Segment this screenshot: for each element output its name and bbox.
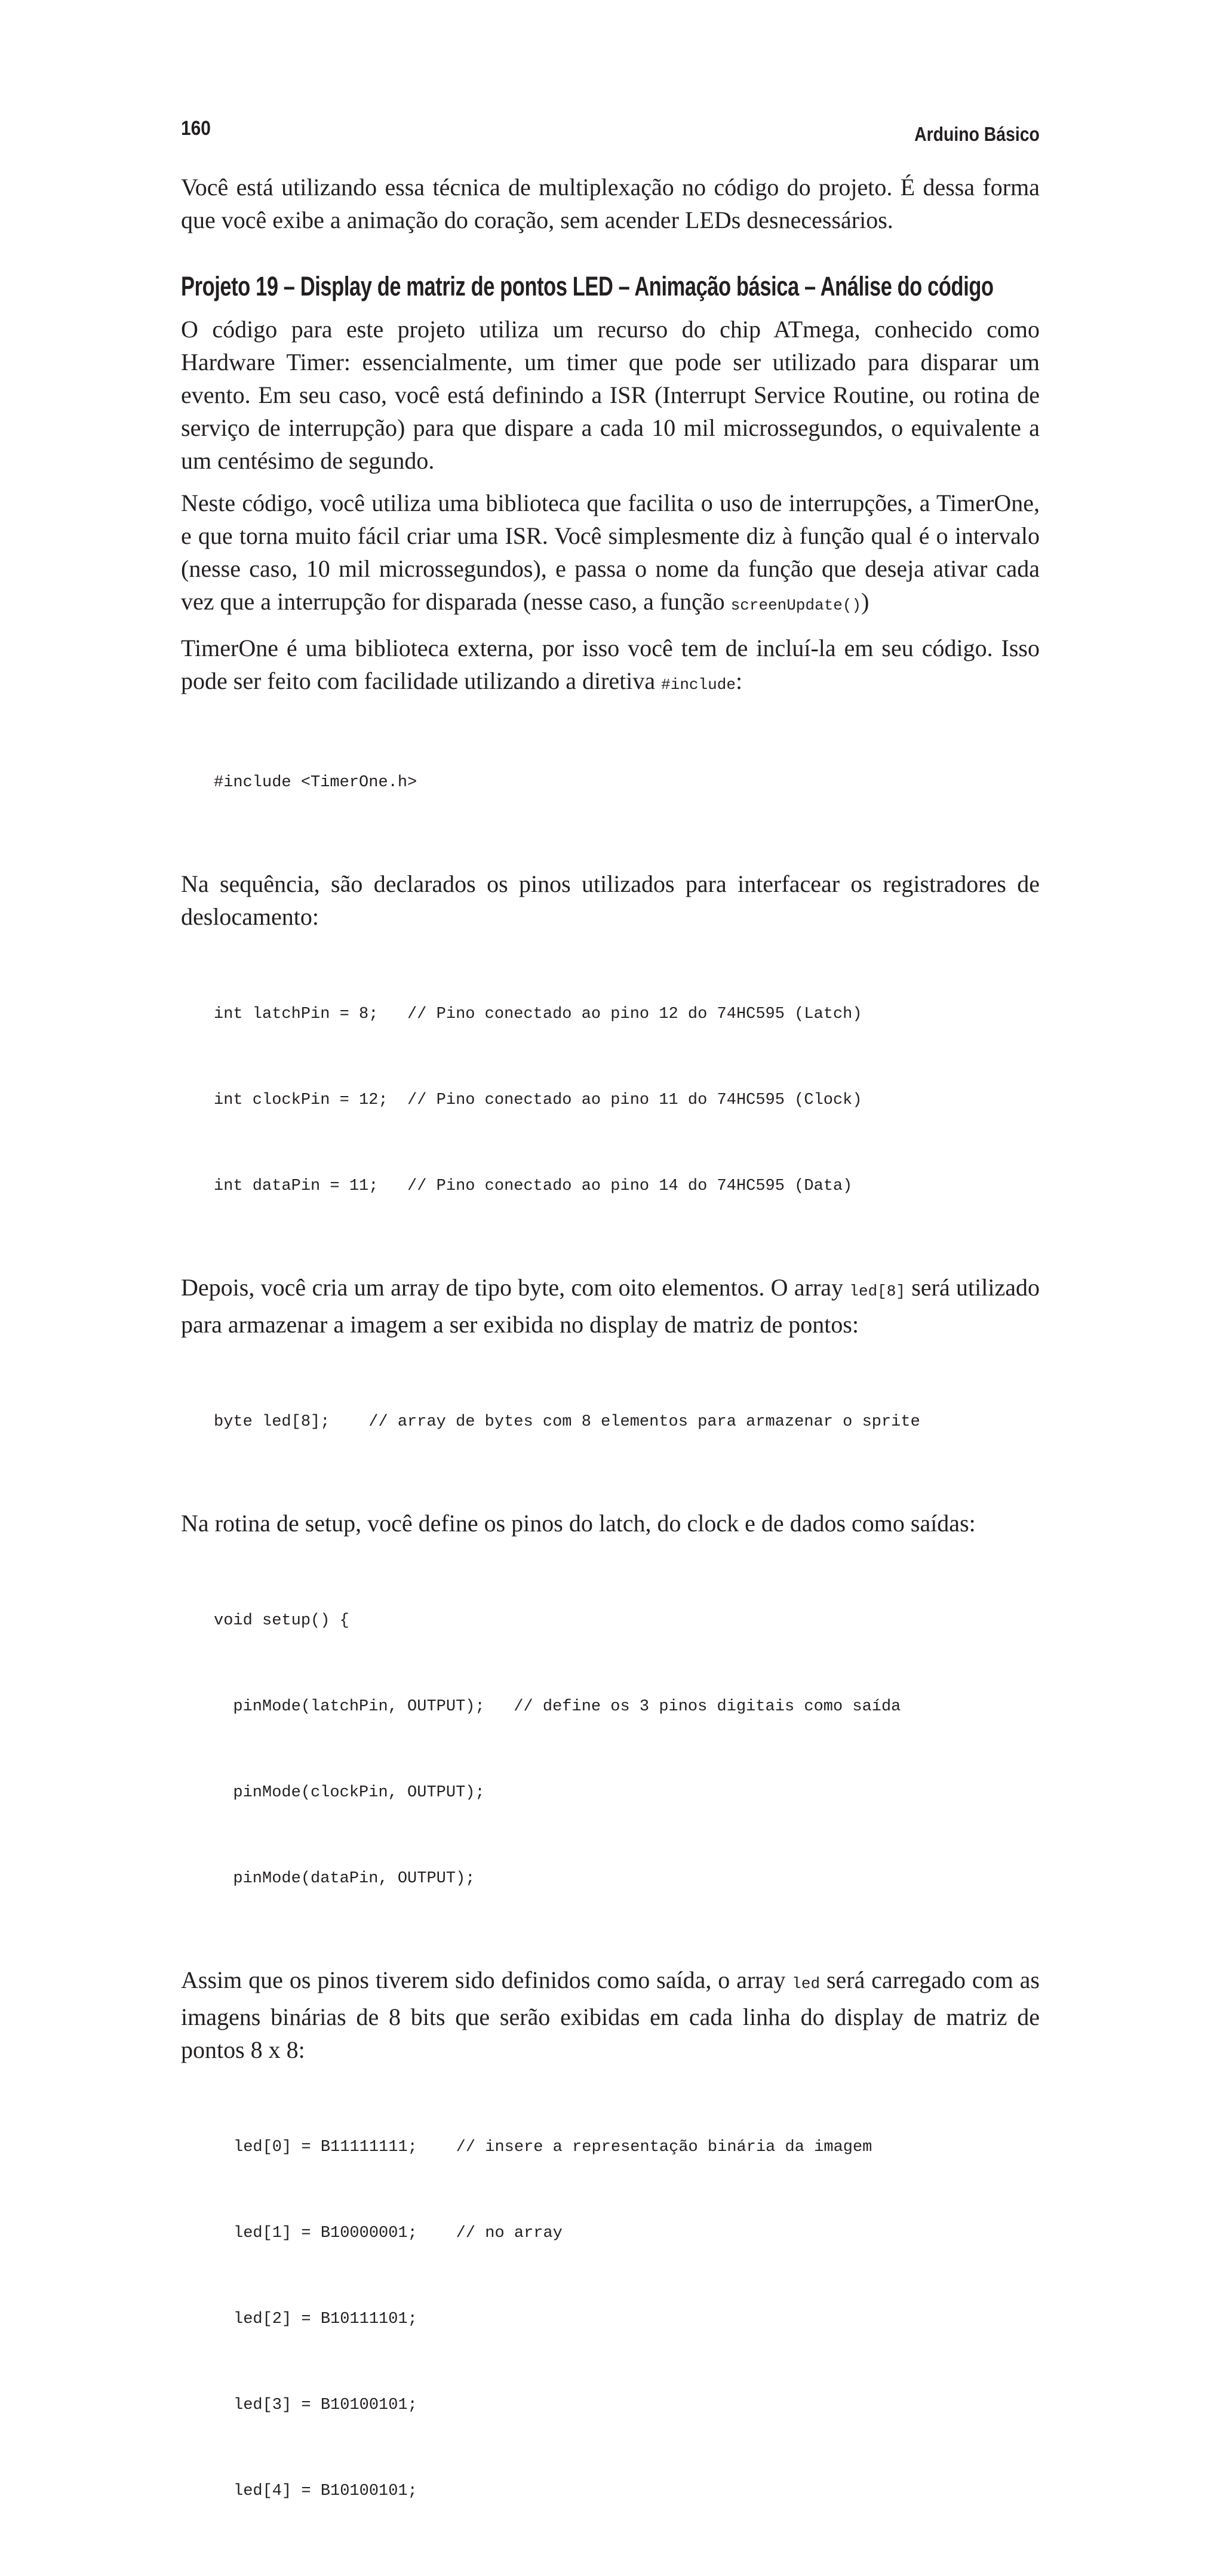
code-block-include bbox=[181, 711, 1040, 854]
inline-code: led bbox=[792, 1975, 821, 1993]
paragraph-text: Neste código, você utiliza uma biblioteca que facilita o uso de interrupções, a TimerOne, e que torna muito fácil criar uma ISR. Você simplesmente diz à função qual é o intervalo (nesse caso, 10 mil microssegundos), e passa o nome da função que deseja ativar cada vez que a interrupção for disparada (nesse caso, a função bbox=[181, 490, 1040, 615]
paragraph-text: será utilizado para armazenar a imagem a ser exibida no display de matriz de pontos: bbox=[181, 1274, 1040, 1338]
code-line: int dataPin = 11; // Pino conectado ao pino 14 do 74HC595 (Data) bbox=[214, 1177, 853, 1195]
paragraph-led-array bbox=[181, 1963, 1040, 2066]
inline-code: led[8] bbox=[849, 1282, 905, 1300]
paragraph-text: ) bbox=[861, 588, 869, 615]
code-line: void setup() { bbox=[214, 1612, 349, 1630]
code-line: #include <TimerOne.h> bbox=[214, 774, 417, 792]
code-line: pinMode(dataPin, OUTPUT); bbox=[214, 1870, 475, 1888]
code-line: led[4] = B10100101; bbox=[233, 2482, 417, 2500]
paragraph-text: será carregado com as imagens binárias de 8 bits que serão exibidas em cada linha do display de matriz de pontos 8 x 8: bbox=[181, 1966, 1040, 2063]
paragraph-hardware-timer: O código para este projeto utiliza um recurso do chip ATmega, conhecido como Hardware Timer: essencialmente, um timer que pode ser utilizado para disparar um evento. Em seu caso, você está definindo a ISR (Interrupt Service Routine, ou rotina de serviço de interrupção) para que dispare a cada 10 mil microssegundos, o equivalente a um centésimo de segundo. bbox=[181, 316, 1040, 474]
paragraph-text: : bbox=[735, 667, 743, 694]
code-block-pins bbox=[181, 943, 1040, 1258]
intro-paragraph: Você está utilizando essa técnica de multiplexação no código do projeto. É dessa forma que você exibe a animação do coração, sem acender LEDs desnecessários. bbox=[181, 174, 1040, 233]
code-line: int latchPin = 8; // Pino conectado ao pino 12 do 74HC595 (Latch) bbox=[214, 1005, 862, 1023]
running-title: Arduino Básico bbox=[914, 123, 1040, 145]
paragraph-include-directive bbox=[181, 632, 1040, 701]
code-block-array bbox=[181, 1350, 1040, 1494]
page-number: 160 bbox=[181, 117, 211, 140]
inline-code: #include bbox=[661, 676, 736, 694]
inline-code: screenUpdate() bbox=[730, 596, 862, 614]
code-line: led[1] = B10000001; // no array bbox=[233, 2224, 563, 2242]
paragraph-timerone-library bbox=[181, 487, 1040, 622]
code-line: led[3] = B10100101; bbox=[233, 2396, 417, 2414]
code-line: int clockPin = 12; // Pino conectado ao pino 11 do 74HC595 (Clock) bbox=[214, 1091, 862, 1109]
code-block-setup bbox=[181, 1549, 1040, 1950]
page-body bbox=[181, 171, 1040, 2576]
paragraph-text: Depois, você cria um array de tipo byte, com oito elementos. O array bbox=[181, 1274, 850, 1301]
paragraph-byte-array bbox=[181, 1271, 1040, 1341]
paragraph-pin-declaration: Na sequência, são declarados os pinos utilizados para interfacear os registradores de deslocamento: bbox=[181, 870, 1040, 930]
paragraph-setup-routine: Na rotina de setup, você define os pinos do latch, do clock e de dados como saídas: bbox=[181, 1510, 976, 1537]
code-line: byte led[8]; // array de bytes com 8 elementos para armazenar o sprite bbox=[214, 1413, 920, 1431]
paragraph-text: Assim que os pinos tiverem sido definidos como saída, o array bbox=[181, 1966, 792, 1993]
code-line: pinMode(latchPin, OUTPUT); // define os 3 pinos digitais como saída bbox=[214, 1698, 901, 1716]
code-line: led[0] = B11111111; // insere a representação binária da imagem bbox=[233, 2138, 872, 2156]
code-line: led[2] = B10111101; bbox=[233, 2310, 417, 2328]
paragraph-text: TimerOne é uma biblioteca externa, por isso você tem de incluí-la em seu código. Isso pode ser feito com facilidade utilizando a diretiva bbox=[181, 635, 1040, 694]
code-block-led bbox=[181, 2076, 1040, 2563]
section-heading: Projeto 19 – Display de matriz de pontos LED – Animação básica – Análise do código bbox=[181, 271, 994, 301]
code-line: pinMode(clockPin, OUTPUT); bbox=[214, 1784, 485, 1802]
